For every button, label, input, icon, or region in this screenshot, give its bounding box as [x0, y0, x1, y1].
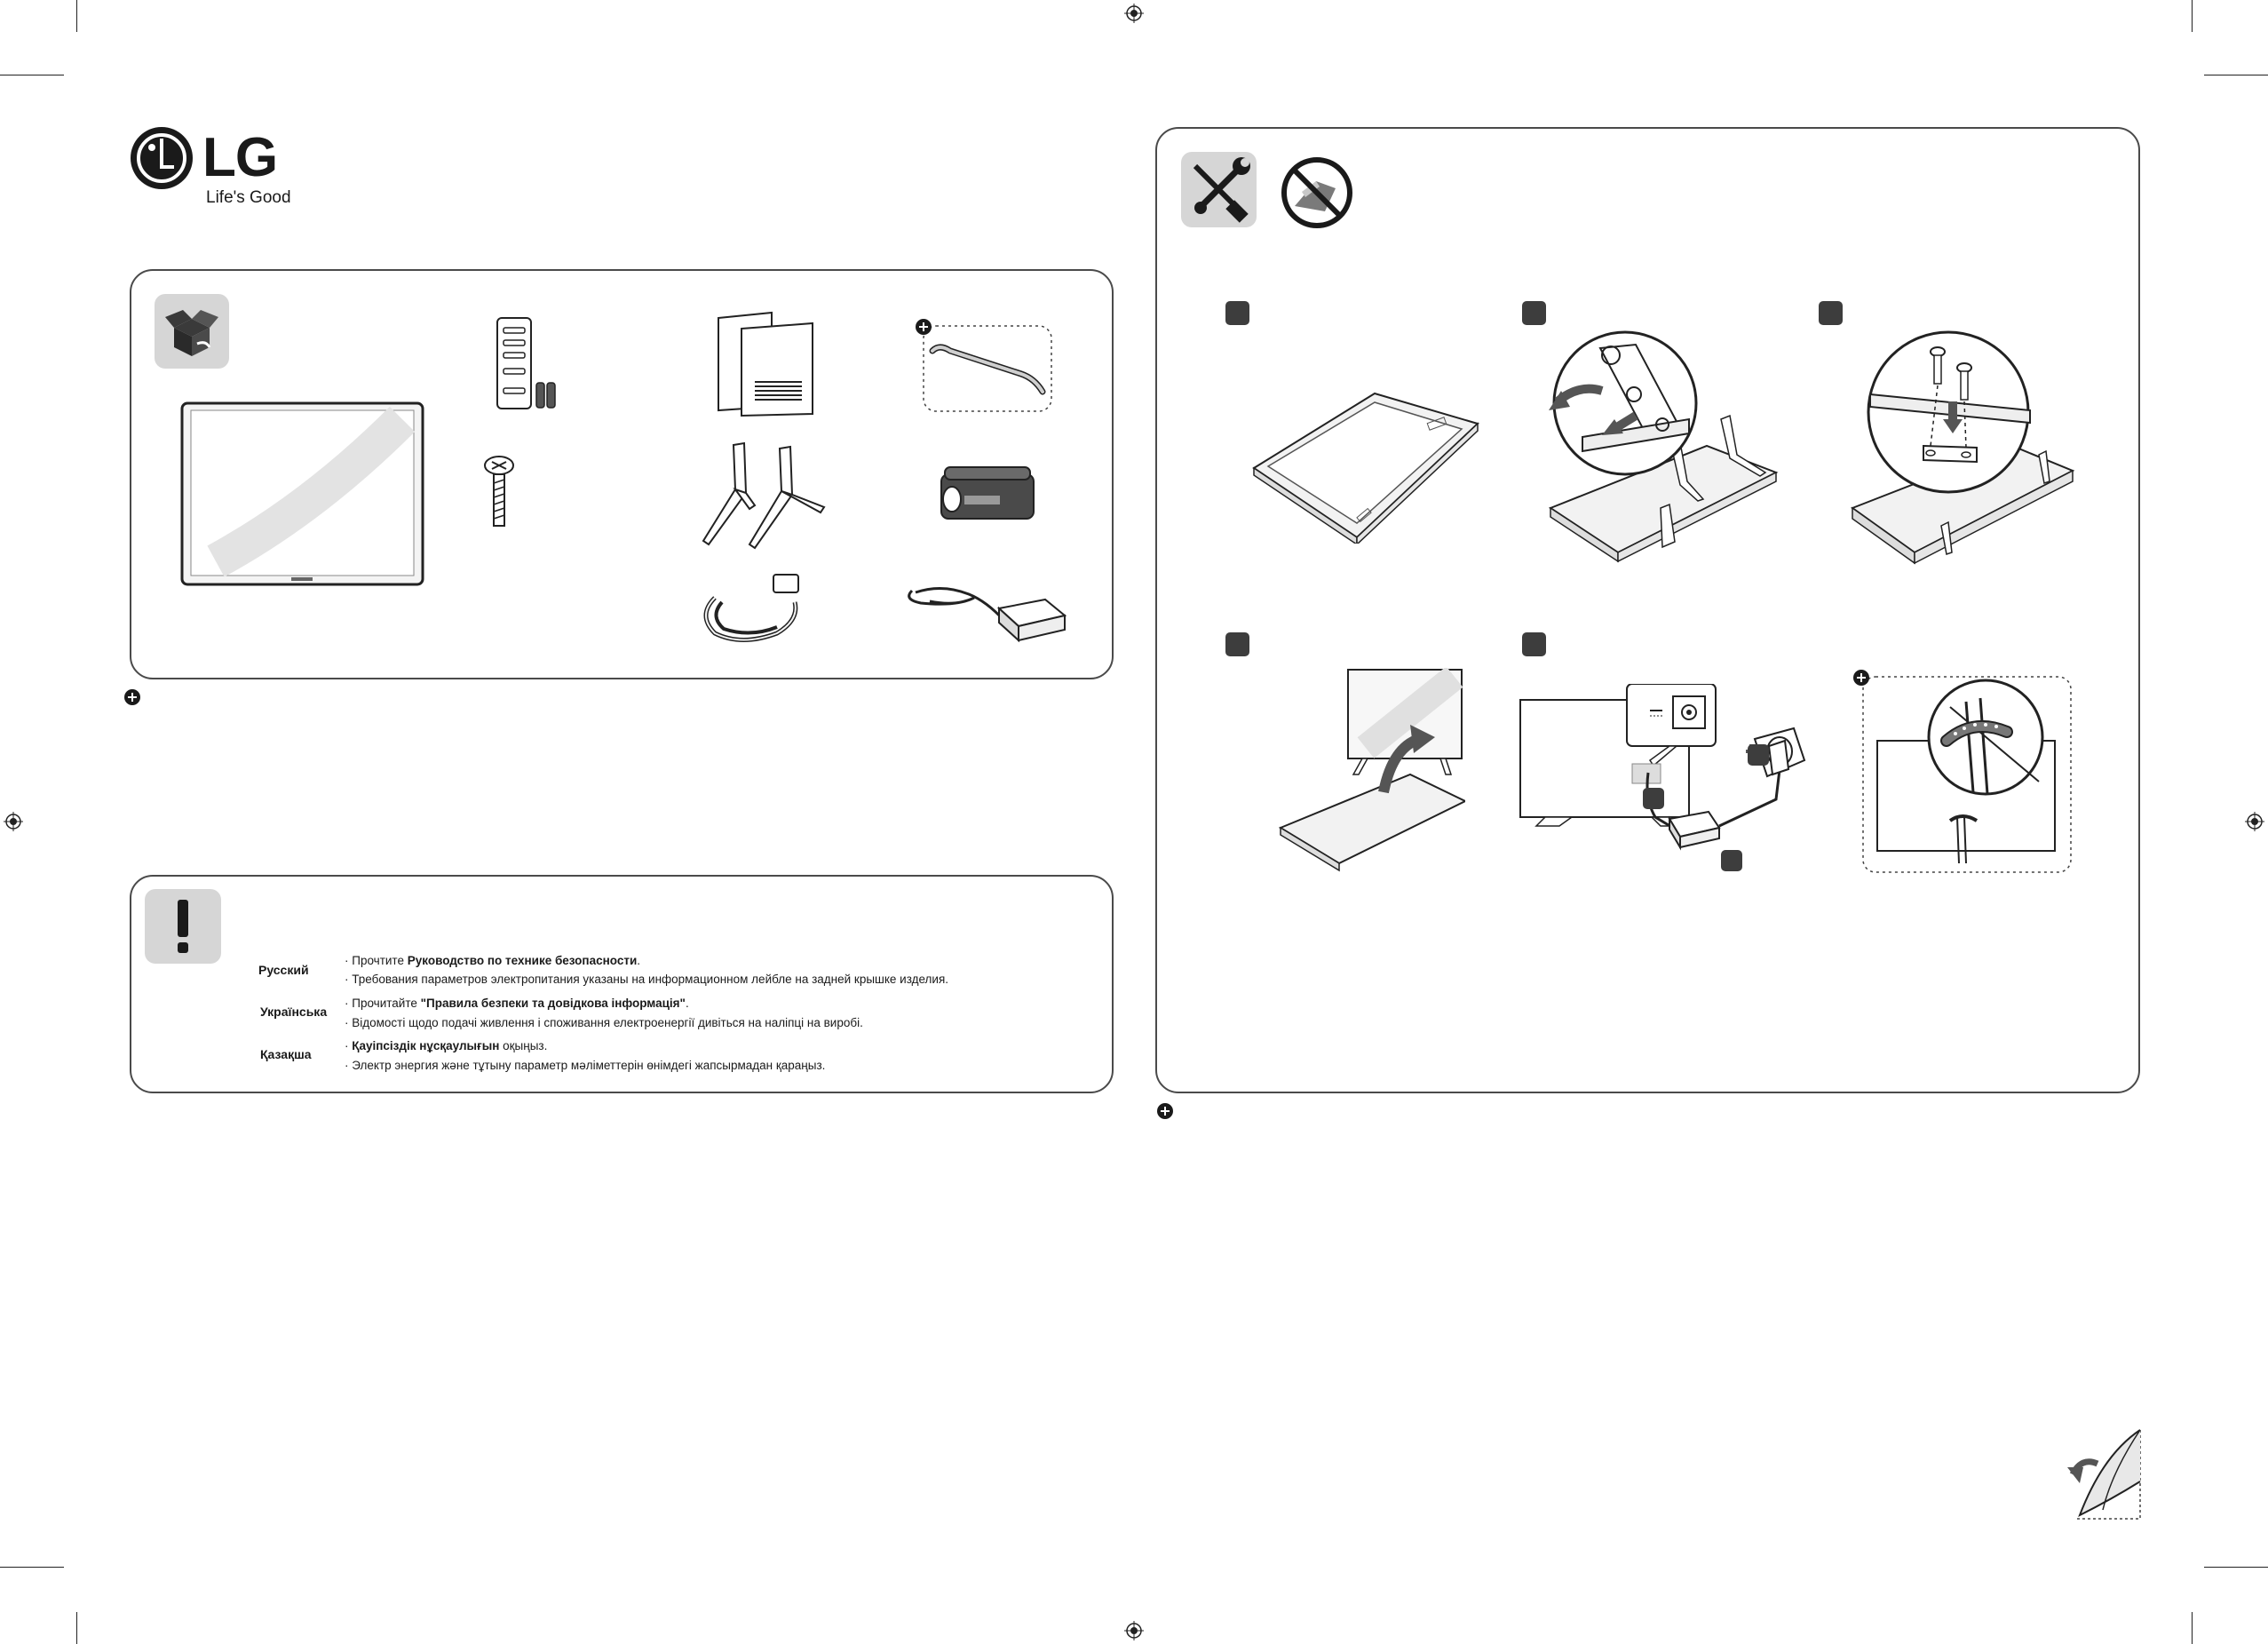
- step1-tv-facedown-illustration: [1250, 388, 1481, 544]
- cable-tie-optional-icon: [916, 319, 932, 335]
- screw-illustration: [481, 455, 517, 529]
- step-badge-5: [1522, 632, 1546, 656]
- safety-ru-line2-text: Требования параметров электропитания указаны на информационном лейбле на задней крышке изделия.: [352, 973, 949, 986]
- safety-uk-line2-text: Відомості щодо подачі живлення і споживання електроенергії дивіться на наліпці на виробі.: [352, 1016, 863, 1029]
- step4-lift-tv-illustration: [1277, 668, 1465, 872]
- safety-ru-line1: · Прочтите Руководство по технике безопасности.: [345, 954, 641, 967]
- step2-attach-stand-illustration: [1547, 330, 1780, 570]
- crop-mark-tr-v: [2192, 0, 2193, 32]
- step-badge-3: [1819, 301, 1843, 325]
- tv-front-illustration: [180, 401, 424, 588]
- safety-ru-line1-post: .: [637, 954, 641, 967]
- step-badge-4: [1225, 632, 1249, 656]
- step5-connect-power-illustration: [1519, 684, 1816, 875]
- lg-logo: [130, 126, 307, 210]
- safety-ru-line2: · Требования параметров электропитания указаны на информационном лейбле на задней крышке изделия.: [345, 973, 949, 986]
- crop-mark-bl-h: [0, 1567, 64, 1568]
- tools-icon-tile: [1181, 152, 1257, 227]
- crop-mark-br-v: [2192, 1612, 2193, 1644]
- lg-logo-letters: LG: [202, 127, 278, 188]
- step5-sub-badge-c: [1721, 850, 1742, 871]
- step3-fasten-screws-illustration: [1844, 330, 2076, 579]
- step6-cable-management-illustration: [1861, 675, 2073, 875]
- step6-optional-icon: [1853, 670, 1869, 686]
- safety-ru-line1-pre: Прочтите: [352, 954, 408, 967]
- power-cord-illustration: [697, 562, 813, 647]
- lg-logo-emblem: [130, 126, 194, 190]
- assembly-optional-note-icon: [1157, 1103, 1173, 1119]
- safety-kk-line1-post: оқыңыз.: [499, 1039, 548, 1052]
- stand-legs-illustration: [700, 440, 833, 551]
- safety-kk-line1: · Қауіпсіздік нұсқаулығын оқыңыз.: [345, 1039, 548, 1052]
- manuals-illustration: [715, 311, 817, 417]
- safety-uk-line1-pre: Прочитайте: [352, 997, 421, 1010]
- open-box-icon: [155, 294, 229, 369]
- crop-mark-br-h: [2204, 1567, 2268, 1568]
- crop-mark-bl-v: [76, 1612, 77, 1644]
- step5-sub-badge-a: [1748, 744, 1769, 766]
- registration-mark-left: [4, 812, 23, 831]
- lang-label-uk: Українська: [260, 1005, 328, 1019]
- safety-ru-line1-bold: Руководство по технике безопасности: [407, 954, 638, 967]
- registration-mark-bottom: [1124, 1621, 1144, 1640]
- remote-control-illustration: [493, 315, 559, 413]
- safety-kk-line2-text: Электр энергия және тұтыну параметр мәліметтерін өнімдегі жапсырмадан қараңыз.: [352, 1059, 826, 1072]
- safety-uk-line1: · Прочитайте "Правила безпеки та довідкова інформація".: [345, 997, 689, 1010]
- exclamation-icon: [145, 889, 221, 964]
- contents-box-icon-tile: [155, 294, 229, 369]
- step-badge-1: [1225, 301, 1249, 325]
- safety-kk-line1-bold: Қауіпсіздік нұсқаулығын: [352, 1039, 500, 1052]
- safety-uk-line2: · Відомості щодо подачі живлення і споживання електроенергії дивіться на наліпці на виробі.: [345, 1016, 863, 1029]
- safety-kk-line2: · Электр энергия және тұтыну параметр мәліметтерін өнімдегі жапсырмадан қараңыз.: [345, 1059, 826, 1072]
- registration-mark-right: [2245, 812, 2264, 831]
- step-badge-2: [1522, 301, 1546, 325]
- no-soft-surface-icon: [1281, 156, 1353, 229]
- ferrite-core-illustration: [932, 462, 1043, 528]
- lg-tagline: Life's Good: [206, 188, 291, 207]
- page-turn-icon: [2067, 1428, 2144, 1521]
- step5-sub-badge-b: [1643, 788, 1664, 809]
- warning-icon-tile: [145, 889, 221, 964]
- lang-label-ru: Русский: [258, 963, 309, 977]
- ac-adapter-illustration: [903, 573, 1067, 644]
- registration-mark-top: [1124, 4, 1144, 23]
- crop-mark-tl-v: [76, 0, 77, 32]
- screwdriver-wrench-icon: [1181, 152, 1257, 227]
- safety-uk-line1-post: .: [685, 997, 689, 1010]
- safety-uk-line1-bold: "Правила безпеки та довідкова інформація": [420, 997, 686, 1010]
- contents-optional-note-icon: [124, 689, 140, 705]
- cable-tie-illustration: [922, 324, 1053, 413]
- lang-label-kk: Қазақша: [260, 1047, 312, 1061]
- assembly-panel: [1155, 127, 2140, 1093]
